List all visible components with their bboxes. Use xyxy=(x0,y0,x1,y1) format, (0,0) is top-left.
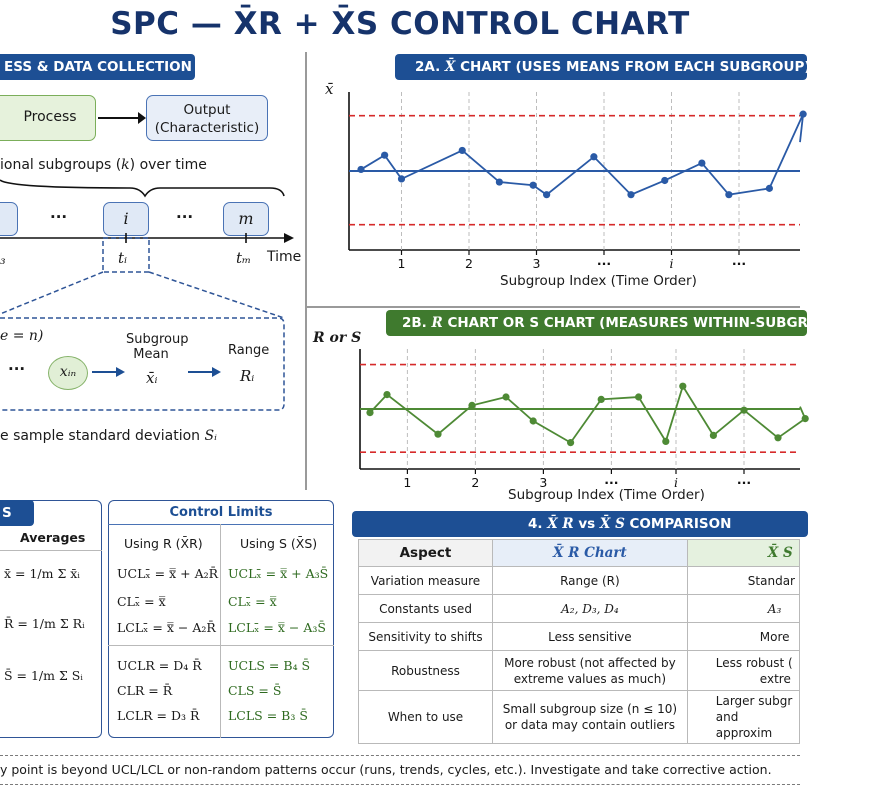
zoom-callout xyxy=(0,236,300,414)
control-limits-title-rule xyxy=(108,524,334,525)
table-row xyxy=(359,691,800,744)
cl-r: CLR = R̄ xyxy=(117,683,173,698)
table-row xyxy=(359,623,800,651)
footer-rule-top xyxy=(0,755,800,756)
cell-xs: A₃ xyxy=(687,595,799,623)
cl-xbar-s: CLₓ̄ = x̿ xyxy=(228,594,277,609)
chart-a-y-label: x̄ xyxy=(325,80,334,98)
ellipsis-3: ··· xyxy=(8,360,26,378)
x-tick-label: i xyxy=(674,475,678,490)
chart-a-plot xyxy=(340,88,800,288)
data-point xyxy=(662,438,669,445)
averages-title: Averages xyxy=(20,530,86,545)
lcl-xbar-r: LCLₓ̄ = x̿ − A₂R̄ xyxy=(117,620,216,635)
data-point xyxy=(661,177,668,184)
x-tick-label: 1 xyxy=(397,256,406,271)
ucl-xbar-r: UCLₓ̄ = x̿ + A₂R̄ xyxy=(117,566,219,581)
avg-xbar-formula: x̄ = 1/m Σ x̄ᵢ xyxy=(4,566,80,581)
cl-xbar-r: CLₓ̄ = x̿ xyxy=(117,594,166,609)
cell-xr: Small subgroup size (n ≤ 10) or data may contain outliers xyxy=(493,691,688,744)
chart-a-header: 2A. X̄ CHART (USES MEANS FROM EACH SUBGROUP) xyxy=(395,54,807,80)
r-i: Rᵢ xyxy=(240,367,255,385)
arrow-to-mean xyxy=(92,364,126,380)
control-limits-row-divider xyxy=(108,645,334,646)
data-point xyxy=(366,409,373,416)
subgroups-caption: ional subgroups (k) over time xyxy=(0,157,207,173)
avg-sbar-formula: S̄ = 1/m Σ Sᵢ xyxy=(4,668,83,683)
cell-aspect: Robustness xyxy=(359,651,493,691)
x-tick-label: 2 xyxy=(465,256,473,271)
cell-xs: Standar xyxy=(687,567,799,595)
chart-b-plot xyxy=(350,345,800,505)
subgroup-box-i: i xyxy=(103,202,149,236)
ucl-s: UCLS = B₄ S̄ xyxy=(228,658,311,673)
data-point xyxy=(590,153,597,160)
chart-a-x-label: Subgroup Index (Time Order) xyxy=(500,273,697,289)
col-xr-chart: X̄ R Chart xyxy=(493,540,688,567)
process-label: Process xyxy=(23,109,77,125)
xbar-i: x̄ᵢ xyxy=(146,369,158,387)
subgroup-mean-label: Subgroup Mean xyxy=(126,332,189,362)
x-tick-label: 1 xyxy=(403,475,412,490)
ellipsis-1: ··· xyxy=(50,208,68,226)
data-point xyxy=(774,434,781,441)
x-tick-label: 2 xyxy=(471,475,480,490)
data-point xyxy=(434,431,441,438)
data-point xyxy=(468,402,475,409)
cell-xs: More xyxy=(687,623,799,651)
ellipsis-2: ··· xyxy=(176,208,194,226)
page-title: SPC — X̄R + X̄S CONTROL CHART xyxy=(110,6,690,42)
table-row xyxy=(359,567,800,595)
comparison-table xyxy=(358,539,800,744)
cell-aspect: Sensitivity to shifts xyxy=(359,623,493,651)
section3-header: S xyxy=(0,500,34,526)
col-aspect: Aspect xyxy=(359,540,493,567)
comparison-header: 4. X̄ R vs X̄ S COMPARISON xyxy=(352,511,808,537)
control-limits-title: Control Limits xyxy=(169,505,273,520)
data-point xyxy=(766,185,773,192)
data-point xyxy=(398,175,405,182)
process-box xyxy=(0,95,96,141)
chart-b-y-label: R or S xyxy=(313,330,362,346)
cell-xr: Less sensitive xyxy=(493,623,688,651)
cell-xr: More robust (not affected by extreme values as much) xyxy=(493,651,688,691)
cell-aspect: Constants used xyxy=(359,595,493,623)
x-tick-label: ··· xyxy=(604,475,619,490)
t-left-label: ₃ xyxy=(0,252,6,268)
data-point xyxy=(357,166,364,173)
cell-xr: Range (R) xyxy=(493,567,688,595)
x-tick-label: i xyxy=(669,256,674,271)
t-i-label: tᵢ xyxy=(118,249,128,267)
data-point xyxy=(530,182,537,189)
std-dev-caption: e sample standard deviation Sᵢ xyxy=(0,428,217,444)
subgroup-size-label: e = n) xyxy=(0,328,44,344)
data-point xyxy=(502,393,509,400)
time-label: Time xyxy=(267,249,302,265)
process-arrow xyxy=(96,108,148,128)
averages-title-rule xyxy=(0,550,102,551)
data-point xyxy=(679,383,686,390)
lcl-xbar-s: LCLₓ̄ = x̿ − A₃S̄ xyxy=(228,620,326,635)
t-m-label: tₘ xyxy=(236,249,252,267)
data-point xyxy=(598,396,605,403)
data-point xyxy=(567,439,574,446)
footer-note: y point is beyond UCL/LCL or non-random patterns occur (runs, trends, cycles, etc.). Investigate and take corrective action. xyxy=(0,762,772,777)
control-limits-col-divider xyxy=(220,524,221,738)
data-point xyxy=(381,152,388,159)
cell-xr: A₂, D₃, D₄ xyxy=(493,595,688,623)
section1-header: ESS & DATA COLLECTION xyxy=(0,54,195,80)
range-label: Range xyxy=(228,343,270,358)
cell-aspect: When to use xyxy=(359,691,493,744)
table-row xyxy=(359,651,800,691)
data-point xyxy=(635,393,642,400)
footer-rule-bottom xyxy=(0,784,800,785)
data-point xyxy=(698,160,705,167)
ucl-xbar-s: UCLₓ̄ = x̿ + A₃S̄ xyxy=(228,566,329,581)
cell-xs: Less robust ( extre xyxy=(687,651,799,691)
data-point xyxy=(543,191,550,198)
chart-divider xyxy=(306,306,800,308)
lcl-s: LCLS = B₃ S̄ xyxy=(228,708,308,723)
data-point xyxy=(383,391,390,398)
chart-b-header: 2B. R CHART OR S CHART (MEASURES WITHIN-SUBGROUP VARIA xyxy=(386,310,807,336)
arrow-to-range xyxy=(188,364,222,380)
col-using-s: Using S (X̄S) xyxy=(240,536,318,551)
output-box xyxy=(146,95,268,141)
data-point xyxy=(627,191,634,198)
x-tick-label: ··· xyxy=(731,256,747,271)
data-point xyxy=(530,417,537,424)
series-line xyxy=(361,114,803,195)
output-label: Output xyxy=(183,102,231,118)
ucl-r: UCLR = D₄ R̄ xyxy=(117,658,202,673)
x-tick-label: ··· xyxy=(596,256,612,271)
x-in-circle: xᵢₙ xyxy=(48,356,88,390)
output-characteristic: (Characteristic) xyxy=(154,120,260,136)
cell-xs: Larger subgr and approxim xyxy=(687,691,799,744)
data-point xyxy=(802,415,809,422)
table-row xyxy=(359,595,800,623)
col-xs-chart: X̄ S xyxy=(687,540,799,567)
subgroup-box-m: m xyxy=(223,202,269,236)
data-point xyxy=(710,432,717,439)
cell-aspect: Variation measure xyxy=(359,567,493,595)
data-point xyxy=(496,178,503,185)
cl-s: CLS = S̄ xyxy=(228,683,282,698)
chart-b-x-label: Subgroup Index (Time Order) xyxy=(508,487,705,503)
x-tick-label: ··· xyxy=(736,475,752,490)
x-tick-label: 3 xyxy=(532,256,541,271)
data-point xyxy=(740,407,747,414)
x-tick-label: 3 xyxy=(539,475,548,490)
avg-rbar-formula: R̄ = 1/m Σ Rᵢ xyxy=(4,616,85,631)
data-point xyxy=(725,191,732,198)
lcl-r: LCLR = D₃ R̄ xyxy=(117,708,200,723)
col-using-r: Using R (X̄R) xyxy=(124,536,203,551)
data-point xyxy=(459,147,466,154)
section-divider xyxy=(305,52,307,490)
subgroups-brace xyxy=(0,174,290,198)
